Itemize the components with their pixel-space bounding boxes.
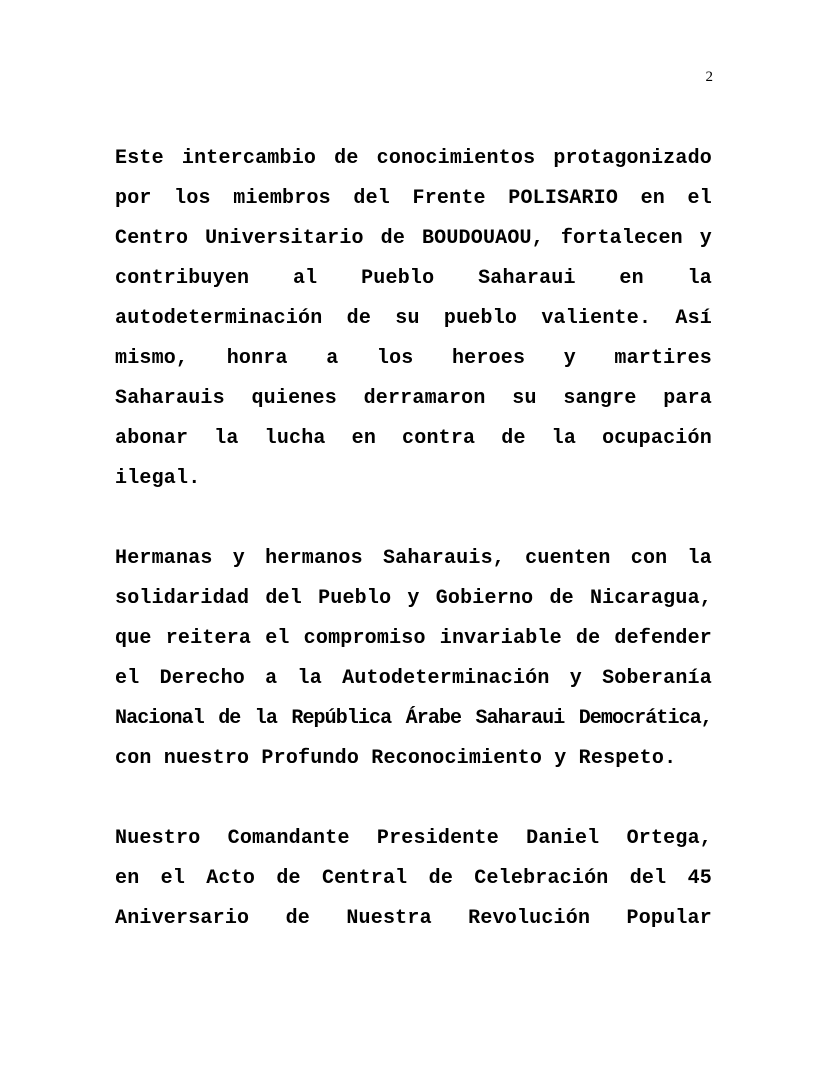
paragraph-line (115, 619, 712, 659)
word: fortalecen (560, 227, 683, 250)
word: hermanos (265, 547, 363, 570)
word: Centro (115, 227, 189, 250)
word: los (376, 347, 414, 370)
word: 45 (687, 867, 712, 890)
word: Hermanas (115, 547, 213, 570)
paragraph-spacer (115, 779, 712, 819)
word: de (276, 867, 301, 890)
word: y (563, 347, 576, 370)
word: pueblo (443, 307, 518, 330)
word: sangre (563, 387, 637, 410)
word: el (265, 627, 290, 650)
word: Ortega, (626, 827, 712, 850)
word: contribuyen (115, 267, 250, 290)
word: quienes (251, 387, 337, 410)
word: la (254, 707, 277, 730)
word: Saharauis (115, 387, 225, 410)
word: los (174, 187, 211, 210)
word: de (218, 707, 241, 730)
word: a (326, 347, 339, 370)
word: Pueblo (361, 267, 435, 290)
word: abonar (115, 427, 189, 450)
word: intercambio (181, 147, 317, 170)
word: martires (614, 347, 712, 370)
word: Popular (626, 907, 712, 930)
word: en (619, 267, 644, 290)
word: la (551, 427, 577, 450)
word: Derecho (159, 667, 245, 690)
paragraph-spacer (115, 499, 712, 539)
word: valiente. (541, 307, 652, 330)
word: Gobierno (435, 587, 534, 610)
word: compromiso (303, 627, 426, 650)
word: la (214, 427, 239, 450)
paragraph-line (115, 259, 712, 299)
word: Central (321, 867, 408, 890)
word: cuenten (525, 547, 611, 570)
word: conocimientos (376, 147, 536, 170)
word: mismo, (115, 347, 189, 370)
word: el (115, 667, 140, 690)
word: defender (614, 627, 712, 650)
word: de (380, 227, 406, 250)
word: solidaridad (115, 587, 250, 610)
word: Soberanía (602, 667, 712, 690)
word: por (115, 187, 152, 210)
paragraph-line (115, 819, 712, 859)
word: con (630, 547, 668, 570)
word: lucha (264, 427, 326, 450)
word: de (346, 307, 372, 330)
word: Nacional (115, 707, 204, 730)
word: el (687, 187, 712, 210)
word: el (160, 867, 186, 890)
word: Este (115, 147, 164, 170)
word: Presidente (376, 827, 499, 850)
word: reitera (165, 627, 252, 650)
word: a (265, 667, 278, 690)
word: del (265, 587, 302, 610)
word: Daniel (526, 827, 600, 850)
paragraph-line: ilegal. (115, 467, 201, 490)
word: invariable (439, 627, 562, 650)
word: en (640, 187, 665, 210)
paragraph-line (115, 379, 712, 419)
word: y (407, 587, 420, 610)
paragraph-line (115, 179, 712, 219)
paragraph-2 (115, 539, 712, 779)
word: que (115, 627, 152, 650)
paragraph-3 (115, 819, 712, 939)
paragraph-line (115, 139, 712, 179)
word: autodeterminación (115, 307, 323, 330)
paragraph-line (115, 699, 712, 739)
word: del (629, 867, 667, 890)
word: BOUDOUAOU, (421, 227, 544, 250)
word: honra (226, 347, 288, 370)
word: Nuestro (115, 827, 201, 850)
word: la (687, 267, 712, 290)
word: Democrática, (578, 707, 712, 730)
word: al (292, 267, 318, 290)
paragraph-line (115, 579, 712, 619)
word: ocupación (602, 427, 712, 450)
word: de (575, 627, 601, 650)
paragraph-1 (115, 139, 712, 499)
word: la (687, 547, 712, 570)
word: Autodeterminación (342, 667, 550, 690)
paragraph-line: con nuestro Profundo Reconocimiento y Respeto. (115, 747, 677, 770)
word: para (663, 387, 712, 410)
word: contra (402, 427, 476, 450)
word: la (297, 667, 322, 690)
word: miembros (233, 187, 331, 210)
word: del (353, 187, 390, 210)
word: Celebración (474, 867, 609, 890)
word: protagonizado (553, 147, 712, 170)
word: de (428, 867, 454, 890)
word: de (334, 147, 359, 170)
word: Universitario (205, 227, 364, 250)
word: y (699, 227, 712, 250)
paragraph-line (115, 299, 712, 339)
word: Nicaragua, (589, 587, 712, 610)
word: y (569, 667, 582, 690)
word: derramaron (363, 387, 486, 410)
word: Saharaui (478, 267, 576, 290)
page-number: 2 (705, 69, 713, 85)
word: de (285, 907, 310, 930)
word: de (549, 587, 574, 610)
word: de (501, 427, 526, 450)
word: su (395, 307, 420, 330)
word: República (291, 707, 392, 730)
word: Saharauis, (382, 547, 505, 570)
paragraph-line (115, 419, 712, 459)
word: su (512, 387, 537, 410)
word: Así (675, 307, 712, 330)
word: heroes (451, 347, 526, 370)
word: Frente (412, 187, 486, 210)
word: en (351, 427, 377, 450)
word: Árabe (405, 707, 462, 730)
paragraph-line (115, 539, 712, 579)
paragraph-line (115, 859, 712, 899)
paragraph-line (115, 339, 712, 379)
paragraph-line (115, 659, 712, 699)
paragraph-line (115, 899, 712, 939)
word: Saharaui (475, 707, 565, 730)
word: Comandante (227, 827, 350, 850)
word: Nuestra (346, 907, 432, 930)
word: Pueblo (318, 587, 392, 610)
word: y (232, 547, 245, 570)
word: Aniversario (115, 907, 250, 930)
word: POLISARIO (508, 187, 619, 210)
paragraph-line (115, 219, 712, 259)
word: Revolución (468, 907, 591, 930)
word: en (115, 867, 140, 890)
word: Acto (206, 867, 256, 890)
document-body (115, 139, 712, 939)
